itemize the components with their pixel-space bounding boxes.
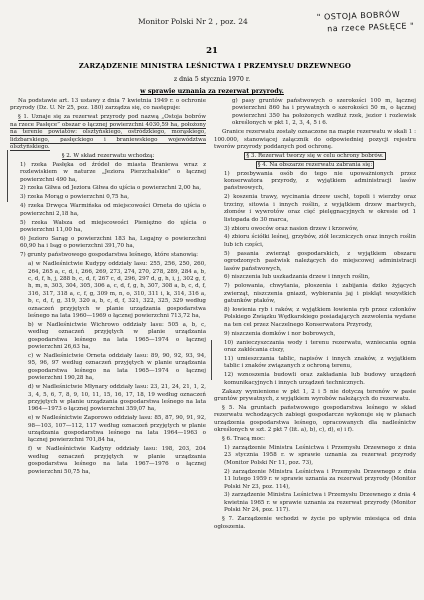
- prohibition-3: 3) zbioru owoców oraz nasion drzew i krzewów,: [224, 225, 359, 232]
- item-7g: g) pasy gruntów państwowych o szerokości 100 m, łącznej powierzchni 860 ha i prywatnych o szerokości 50 m, o łącznej powierzchni 350 ha położonych wzdłuż rzek, jezior i rozlewisk określonych w pkt 1, 2, 3, 4, 5 i 6.: [232, 98, 416, 127]
- prohibition-11: 11) umieszczania tablic, napisów i innych znaków, z wyjątkiem tablic i znaków związanych z ochroną terenu,: [224, 356, 416, 370]
- section-5: § 5. Na gruntach państwowego gospodarstwa leśnego w skład rezerwatu wchodzących zabiegi gospodarcze wykonuje się w planach urządzenia gospodarstwa leśnego, opracowanych dla nadleśnictw określonych w szt. 2 pkt 7 (lit. a), b), c), d), e) i f).: [214, 404, 416, 434]
- item-1: 1) rzeka Pasłęka od źródeł do miasta Braniewa wraz z rozlewiskiem w naturze „Jeziora Pierzchalskie” o łącznej powierzchni 490 ha,: [20, 161, 206, 183]
- prohibition-7: 7) polowania, chwytania, płoszenia i zabijania dziko żyjących zwierząt, niszczenia gniazd, wybierania jaj i piskląt wszystkich gatunków ptaków,: [224, 283, 416, 305]
- repealed-1: 1) zarządzenie Ministra Leśnictwa i Przemysłu Drzewnego z dnia 23 stycznia 1958 r. w sprawie uznania za rezerwat przyrody (Monitor Polski Nr 11, poz. 73),: [224, 444, 416, 466]
- prohibition-4: 4) zbioru ściółki leśnej, grzybów, ziół leczniczych oraz innych roślin lub ich części,: [224, 234, 416, 248]
- prohibition-8: 8) łowienia ryb i raków, z wyjątkiem łowienia ryb przez członków Polskiego Związku Wędkarskiego posiadających zezwolenia wydane na ten cel przez Naczelnego Konserwatora Przyrody,: [224, 307, 416, 328]
- item-7e: e) w Nadleśnictwie Zaporowo oddziały lasu: 85, 87, 90, 91, 92, 98—103, 107—112, 117 według oznaczeń przyjętych w planie urządzania gospodarstwa leśnego na lata 1964—1963 o łącznej powierzchni 701,84 ha,: [28, 415, 206, 444]
- page-header: [0, 8, 424, 38]
- item-7d: d) w Nadleśnictwie Młynary oddziały lasu: 23, 21, 24, 21, 1, 2, 3, 4, 5, 6, 7, 8, 9, 10, 11, 15, 16, 17, 18, 19 według oznaczeń przyjętych w planie urządzania gospodarstwa leśnego na lata 1964—1973 o łącznej powierzchni 359,07 ha,: [28, 384, 206, 413]
- prohibition-1: 1) przebywania osób do tego nie upoważnionych przez konserwatora przyrody, z wyjątkiem administracji lasów państwowych,: [224, 170, 416, 192]
- boundaries-paragraph: Granice rezerwatu zostały oznaczone na mapie rezerwatu w skali 1 : 100.000, stanowiącej załącznik do odpowiedniej pozycji rejestru tworów przyrody poddanych pod ochronę.: [214, 129, 416, 150]
- margin-pen-mark-right: [211, 340, 212, 380]
- exemptions-paragraph: Zakazy wymienione w pkt 1, 2 i 5 nie dotyczą terenów w pasie gruntów prywatnych, z wyjątkiem wyrobów należących do rezerwatu.: [214, 388, 416, 403]
- page-number: 21: [206, 46, 218, 56]
- item-7f: f) w Nadleśnictwie Kadyny oddziały lasu: 198, 203, 204 według oznaczeń przyjętych w planie urządzania gospodarstwa leśnego na lata 1967—1976 o łącznej powierzchni 50,75 ha,: [28, 446, 206, 475]
- handwritten-annotation: [317, 8, 415, 35]
- item-3: 3) rzeka Morąg o powierzchni 0,75 ha,: [20, 194, 129, 201]
- section-7: § 7. Zarządzenie wchodzi w życie po upływie miesiąca od dnia ogłoszenia.: [214, 516, 416, 530]
- preamble: Na podstawie art. 13 ustawy z dnia 7 kwietnia 1949 r. o ochronie przyrody (Dz. U. Nr 25, poz. 180) zarządza się, co następuje:: [10, 98, 206, 112]
- right-column: [214, 98, 416, 532]
- item-5: 5) rzeka Wałsza od miejscowości Pieniężno do ujścia o powierzchni 11,00 ha,: [20, 219, 206, 233]
- decree-title: ZARZĄDZENIE MINISTRA LEŚNICTWA I PRZEMYSŁU DRZEWNEGO: [78, 62, 352, 70]
- item-7a: a) w Nadleśnictwie Kudypy oddziały lasu: 255, 256, 250, 260, 264, 265 a, c, d, i, 266, 269, 273, 274, 270, 278, 289, 284 a, b, c, d, f, h, j, 288 b, c, d, f, 267 c, d, 296, 297 d, g, h, i, j, 302 g, f, h, m, n, 303, 304, 305, 306 a, c, d, f, g, h, 307, 308 a, b, c, d, f, 316, 317, 318 a, c, f, g, 309 m, n, o, 310, 311 i, k, 314, 316 a, b, c, d, f, g, 319, 320 a, b, c, d, f, 321, 322, 325, 329 według oznaczeń przyjętych w planie urządzania gospodarstwa leśnego na lata 1960—1969 o łącznej powierzchni 713,72 ha,: [28, 261, 206, 319]
- item-7c: c) w Nadleśnictwie Orneta oddziały lasu: 89, 90, 92, 93, 94, 95, 96, 97 według oznaczeń przyjętych w planie urządzania gospodarstwa leśnego na lata 1965—1974 o łącznej powierzchni 190,28 ha,: [28, 353, 206, 382]
- section-2-heading: § 2. W skład rezerwatu wchodzą:: [61, 152, 155, 159]
- decree-date: z dnia 5 stycznia 1970 r.: [173, 76, 251, 83]
- prohibition-5: 5) pasania zwierząt gospodarskich, z wyjątkiem obszaru ogrodzonych pastwisk należących do miejscowej administracji lasów państwowych,: [224, 250, 416, 272]
- margin-pen-mark: [7, 150, 8, 202]
- prohibition-9: 9) niszczenia domków i nor bobrowych,: [224, 330, 336, 337]
- item-4: 4) rzeka Drwęca Warmińska od miejscowości Orneta do ujścia o powierzchni 2,18 ha,: [20, 203, 206, 217]
- item-6: 6) Jezioro Sarąg o powierzchni 183 ha, Legajny o powierzchni 60,90 ha i Isąg o powierzchni 391,70 ha,: [20, 235, 206, 250]
- item-7b: b) w Nadleśnictwie Wichrowo oddziały lasu: 505 a, b, c, według oznaczeń przyjętych w planie urządzania gospodarstwa leśnego na lata 1965—1974 o łącznej powierzchni 26,63 ha,: [28, 321, 206, 351]
- decree-subject: w sprawie uznania za rezerwat przyrody.: [140, 87, 284, 95]
- prohibition-6: 6) niszczenia lub uszkadzania drzew i innych roślin,: [224, 274, 370, 281]
- running-head: Monitor Polski Nr 2 , poz. 24: [138, 17, 248, 26]
- repealed-3: 3) zarządzenie Ministra Leśnictwa i Przemysłu Drzewnego z dnia 4 kwietnia 1965 r. w sprawie uznania za rezerwat przyrody (Monitor Polski Nr 24, poz. 117).: [224, 492, 416, 514]
- left-column: [10, 98, 206, 478]
- prohibition-10: 10) zanieczyszczania wody i terenu rezerwatu, wzniecania ognia oraz zakłócania ciszy,: [224, 339, 416, 354]
- section-4-heading: § 4. Na obszarze rezerwatu zabrania się:: [257, 161, 373, 168]
- repealed-2: 2) zarządzenie Ministra Leśnictwa i Przemysłu Drzewnego z dnia 11 lutego 1959 r. w sprawie uznania za rezerwat przyrody (Monitor Polski Nr 23, poz. 114),: [224, 468, 416, 490]
- section-1: § 1. Uznaje się za rezerwat przyrody pod nazwą „Ostoja bobrów na rzece Pasłęce” obszar o łącznej powierzchni 4030,59 ha, położony na terenie powiatów: olsztyńskiego, ostródzkiego, morąskiego, lidzbarskiego, pasłęckiego i braniewskiego województwa olsztyńskiego.: [10, 114, 206, 150]
- prohibition-2: 2) koszenia trawy, wycinania drzew uschł, topoli i wierzby oraz trzciny, sitowia i innych roślin, z wyjątkiem drzew martwych, złomów i wywrotów oraz cięć pielęgnacyjnych w okresie od 1 listopada do 30 marca,: [224, 194, 416, 223]
- prohibition-12: 12) wznoszenia budowli oraz zakładania lub budowy urządzeń komunikacyjnych i innych urządzeń technicznych.: [224, 372, 416, 386]
- handwritten-line-2: na rzece PASŁĘCE ": [326, 21, 415, 34]
- section-3: § 3. Rezerwat tworzy się w celu ochrony bobrów.: [246, 152, 384, 159]
- section-6-heading: § 6. Tracą moc:: [222, 436, 266, 443]
- item-7: 7) grunty państwowego gospodarstwa leśnego, które stanowią:: [20, 252, 199, 259]
- handwritten-line-1: " OSTOJA BOBRÓW: [316, 9, 401, 22]
- item-2: 2) rzeka Giłwa od Jeziora Giłwa do ujścia o powierzchni 2,00 ha,: [20, 185, 201, 192]
